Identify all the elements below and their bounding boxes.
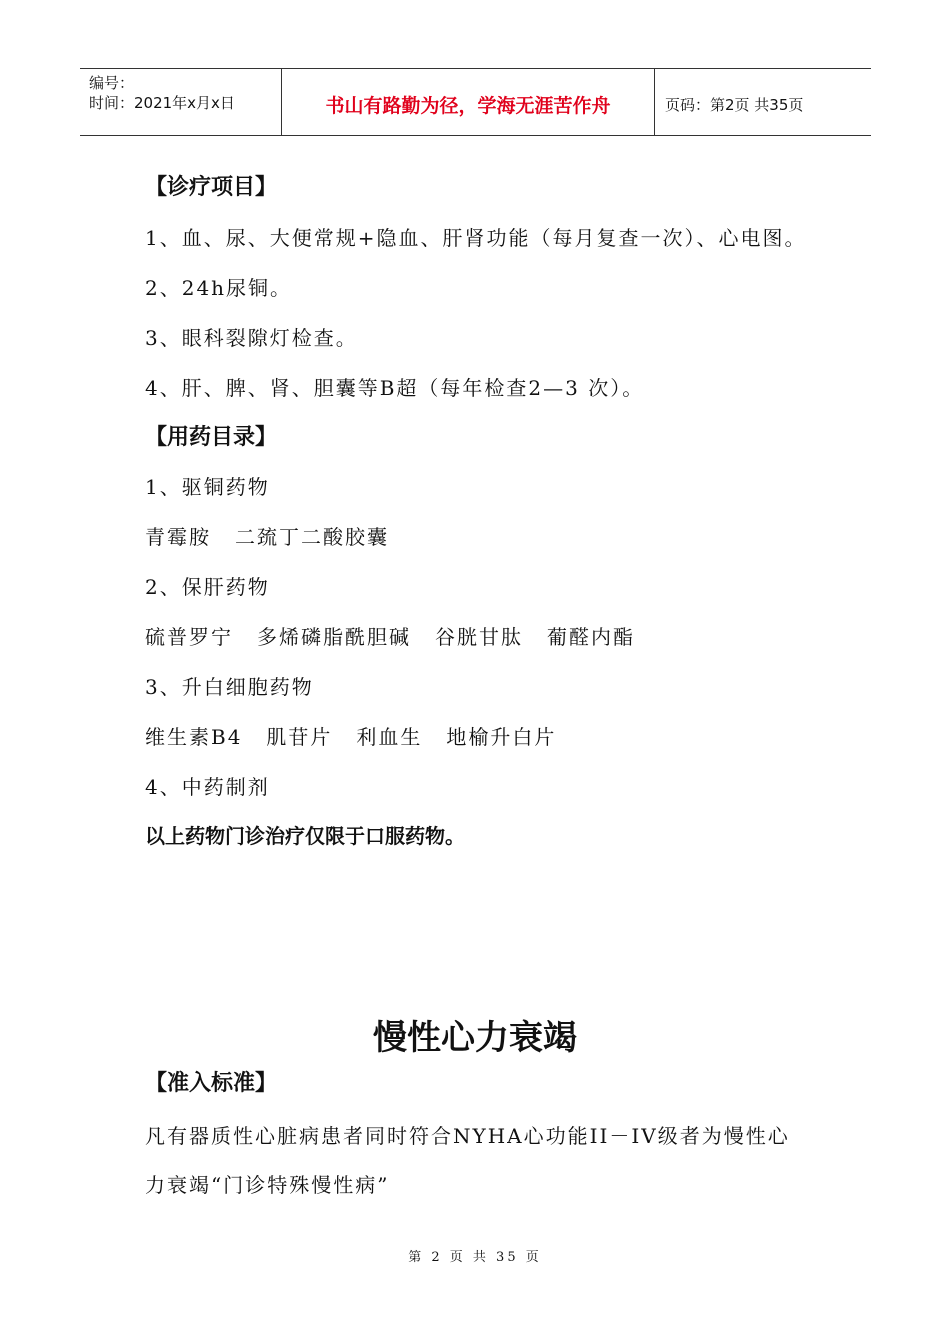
header-motto: 书山有路勤为径，学海无涯苦作舟 (282, 69, 655, 135)
medication-category: 4、中药制剂 (145, 775, 270, 799)
diagnosis-item: 2、24h尿铜。 (145, 276, 293, 300)
drug-list (145, 621, 635, 650)
diagnosis-item: 3、眼科裂隙灯检查。 (145, 326, 358, 350)
drug-name: 硫普罗宁 (145, 625, 233, 649)
drug-name: 维生素B4 (145, 725, 243, 749)
admission-text-line: 凡有器质性心脏病患者同时符合NYHA心功能II－IV级者为慢性心 (145, 1124, 790, 1148)
header-table (80, 68, 871, 136)
drug-list (145, 721, 556, 750)
drug-name: 肌苷片 (266, 725, 333, 749)
date-label: 时间：2021年x月x日 (89, 94, 235, 112)
medication-note: 以上药物门诊治疗仅限于口服药物。 (145, 824, 465, 848)
drug-list (145, 521, 389, 550)
drug-name: 多烯磷脂酰胆碱 (257, 625, 411, 649)
drug-name: 二巯丁二酸胶囊 (235, 525, 389, 549)
page-footer: 第 2 页 共 35 页 (408, 1250, 542, 1265)
medication-category: 1、驱铜药物 (145, 475, 270, 499)
number-label: 编号： (89, 74, 135, 92)
admission-heading: 【准入标准】 (145, 1071, 278, 1096)
header-meta (80, 69, 282, 135)
header-page-info: 页码：第2页 共35页 (665, 95, 804, 114)
medication-category: 2、保肝药物 (145, 575, 270, 599)
drug-name: 地榆升白片 (446, 725, 557, 749)
diagnosis-heading: 【诊疗项目】 (145, 175, 278, 200)
section-title: 慢性心力衰竭 (373, 1018, 577, 1058)
diagnosis-item: 4、肝、脾、肾、胆囊等B超（每年检查2—3 次）。 (145, 376, 645, 400)
drug-name: 葡醛内酯 (547, 625, 635, 649)
admission-text-line: 力衰竭“门诊特殊慢性病” (145, 1173, 390, 1197)
diagnosis-item: 1、血、尿、大便常规+隐血、肝肾功能（每月复查一次）、心电图。 (145, 226, 807, 250)
drug-name: 谷胱甘肽 (435, 625, 523, 649)
drug-name: 利血生 (356, 725, 423, 749)
medication-category: 3、升白细胞药物 (145, 675, 314, 699)
drug-name: 青霉胺 (145, 525, 211, 549)
medication-heading: 【用药目录】 (145, 425, 278, 450)
